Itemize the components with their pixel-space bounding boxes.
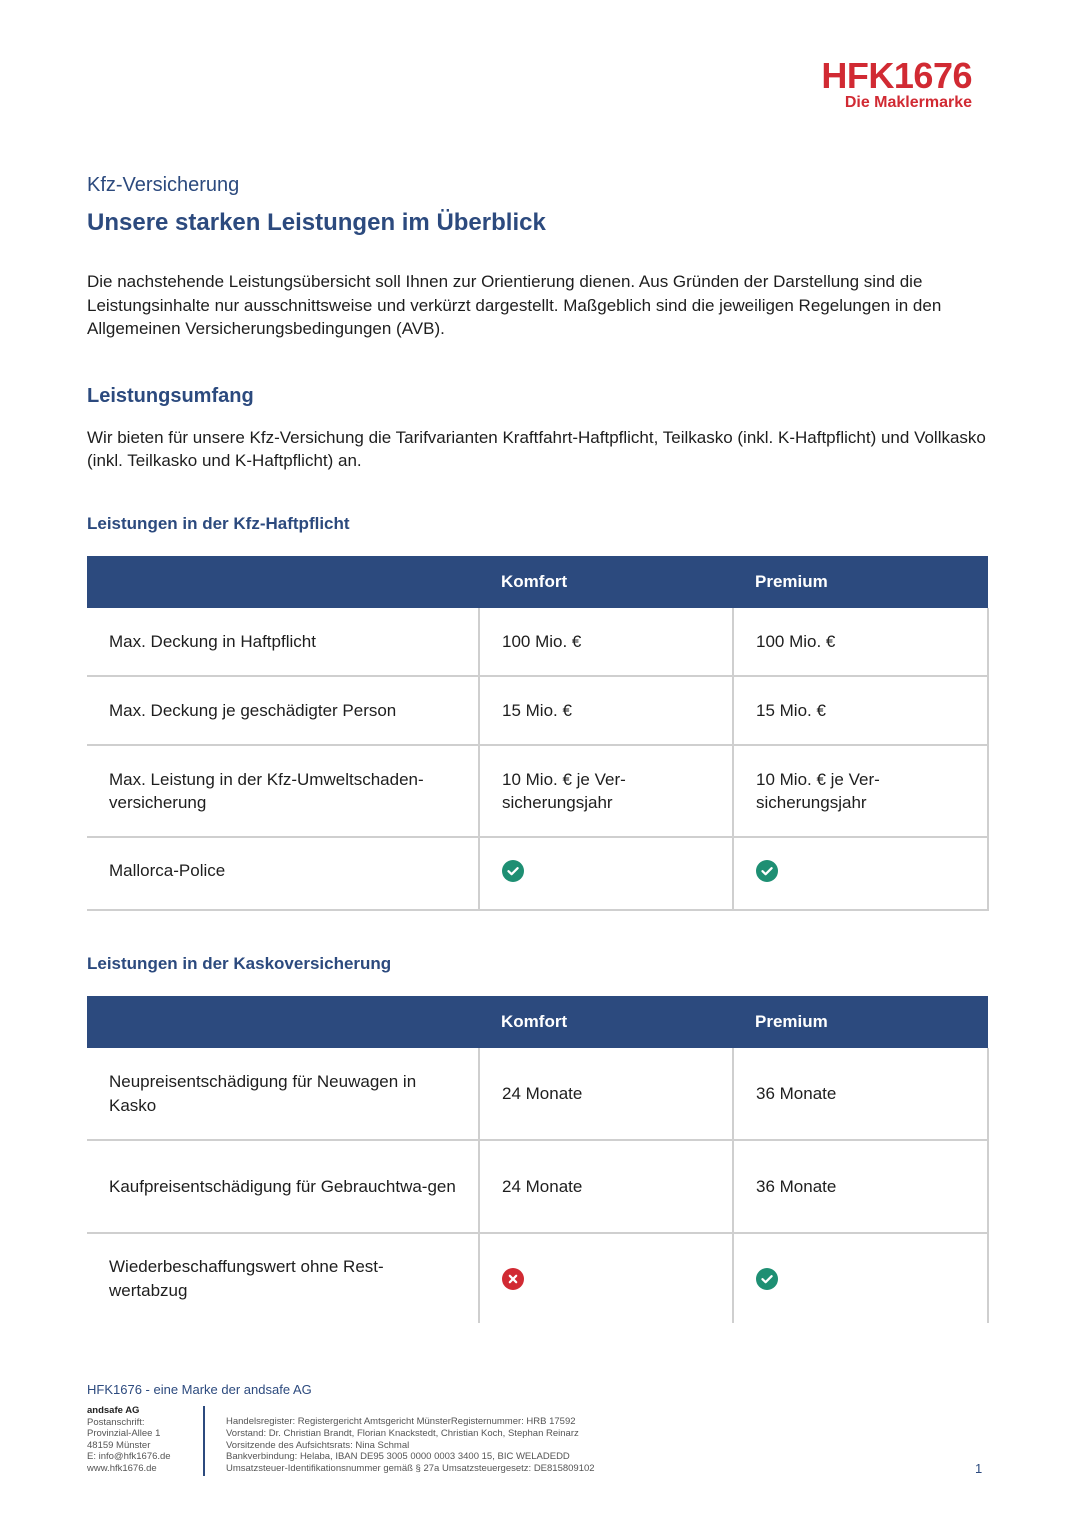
premium-value: 100 Mio. € (733, 608, 988, 676)
premium-value-cell (733, 837, 988, 910)
footer-legal-line: Vorsitzende des Aufsichtsrats: Nina Schmal (226, 1439, 410, 1451)
table-row (87, 608, 988, 676)
kasko-table (87, 996, 989, 1323)
liability-table (87, 556, 989, 911)
row-label: Kaufpreisentschädigung für Gebrauchtwa-gen (87, 1140, 479, 1233)
footer-brand-line: HFK1676 - eine Marke der andsafe AG (87, 1382, 312, 1397)
cross-icon (502, 1268, 524, 1290)
row-label: Wiederbeschaffungswert ohne Rest-wertabzug (87, 1233, 479, 1323)
footer-address-line: 48159 Münster (87, 1439, 151, 1451)
kasko-table-heading: Leistungen in der Kaskoversicherung (87, 954, 392, 973)
footer-company: andsafe AG (87, 1405, 140, 1416)
page-title: Unsere starken Leistungen im Überblick (87, 209, 546, 236)
footer-email-link[interactable]: E: info@hfk1676.de (87, 1451, 171, 1462)
column-header-premium: Premium (733, 996, 988, 1048)
komfort-value-cell (479, 1233, 733, 1323)
intro-paragraph: Die nachstehende Leistungsübersicht soll Ihnen zur Orientierung dienen. Aus Gründen der Darstellung sind die Leistungsinhalte nur ausschnittsweise und verkürzt dargestellt. Maßgeblich sind die jeweiligen Regelungen in den Allgemeinen Versicherungsbedingungen (AVB). (87, 272, 942, 338)
premium-value-cell (733, 1233, 988, 1323)
table-row (87, 1048, 988, 1140)
premium-value: 36 Monate (733, 1140, 988, 1233)
row-label: Neupreisentschädigung für Neuwagen in Kasko (87, 1048, 479, 1140)
footer-divider (203, 1406, 205, 1476)
column-header-empty (87, 556, 479, 608)
komfort-value-cell (479, 837, 733, 910)
table-header-row (87, 996, 988, 1048)
premium-value: 36 Monate (733, 1048, 988, 1140)
table-row (87, 837, 988, 910)
row-label: Mallorca-Police (87, 837, 479, 910)
row-label: Max. Deckung je geschädigter Person (87, 676, 479, 745)
column-header-komfort: Komfort (479, 996, 733, 1048)
row-label: Max. Leistung in der Kfz-Umweltschaden-versicherung (87, 745, 479, 837)
scope-heading: Leistungsumfang (87, 384, 254, 407)
scope-paragraph: Wir bieten für unsere Kfz-Versichung die Tarifvarianten Kraftfahrt-Haftpflicht, Teilkasko (inkl. K-Haftpflicht) und Vollkasko (inkl. Teilkasko und K-Haftpflicht) an. (87, 427, 986, 470)
table-row (87, 676, 988, 745)
footer-legal-line: Umsatzsteuer-Identifikationsnummer gemäß § 27a Umsatzsteuergesetz: DE815809102 (226, 1463, 595, 1475)
page-number: 1 (975, 1461, 983, 1476)
column-header-komfort: Komfort (479, 556, 733, 608)
check-icon (502, 860, 524, 882)
logo-tagline: Die Maklermarke (844, 94, 972, 111)
check-icon (756, 860, 778, 882)
komfort-value: 15 Mio. € (479, 676, 733, 745)
komfort-value: 100 Mio. € (479, 608, 733, 676)
komfort-value: 24 Monate (479, 1140, 733, 1233)
logo-wordmark: HFK1676 (821, 55, 972, 96)
footer-address-line: Postanschrift: (87, 1416, 145, 1428)
page-kicker: Kfz-Versicherung (87, 174, 240, 196)
footer-legal (226, 1416, 786, 1475)
komfort-value: 10 Mio. € je Ver-sicherungsjahr (479, 745, 733, 837)
table-row (87, 1140, 988, 1233)
row-label: Max. Deckung in Haftpflicht (87, 608, 479, 676)
footer-address (87, 1405, 197, 1474)
footer-address-line: Provinzial-Allee 1 (87, 1428, 161, 1439)
footer-legal-line: Vorstand: Dr. Christian Brandt, Florian Knackstedt, Christian Koch, Stephan Reinarz (226, 1427, 579, 1439)
footer-legal-line: Handelsregister: Registergericht Amtsgericht MünsterRegisternummer: HRB 17592 (226, 1416, 576, 1427)
table-row (87, 745, 988, 837)
premium-value: 15 Mio. € (733, 676, 988, 745)
main-content (87, 172, 988, 473)
premium-value: 10 Mio. € je Ver-sicherungsjahr (733, 745, 988, 837)
column-header-premium: Premium (733, 556, 988, 608)
footer-website-link[interactable]: www.hfk1676.de (87, 1462, 157, 1474)
komfort-value: 24 Monate (479, 1048, 733, 1140)
table-row (87, 1233, 988, 1323)
table-header-row (87, 556, 988, 608)
brand-logo (821, 55, 972, 112)
column-header-empty (87, 996, 479, 1048)
check-icon (756, 1268, 778, 1290)
footer-legal-line: Bankverbindung: Helaba, IBAN DE95 3005 0000 0003 3400 15, BIC WELADEDD (226, 1451, 570, 1463)
liability-table-heading: Leistungen in der Kfz-Haftpflicht (87, 514, 350, 533)
